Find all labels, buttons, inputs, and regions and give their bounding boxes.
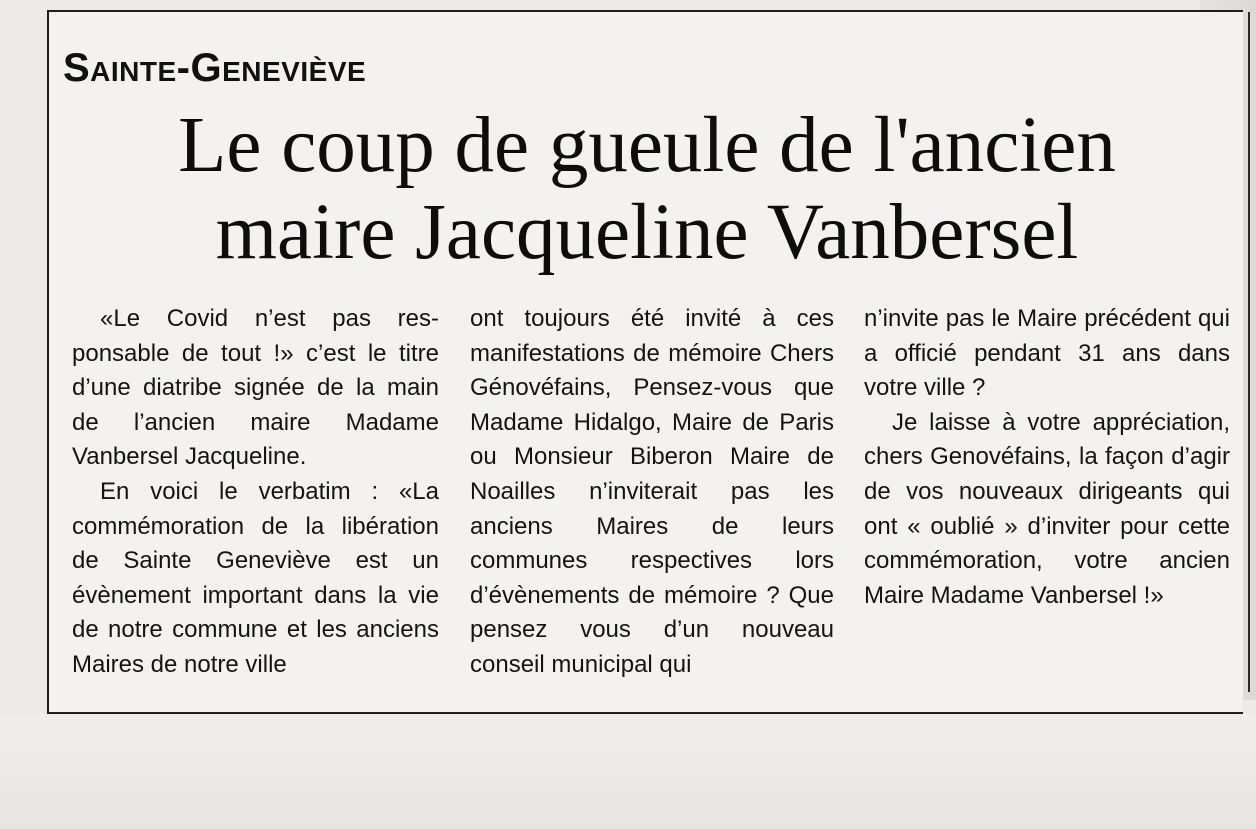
paragraph: ont toujours été invité à ces manifestations de mémoire Chers Génovéfains, Pensez-vous que Madame Hidalgo, Maire de Paris ou Monsieur Biberon Maire de Noailles n’inviterait pas les anciens Maires de leurs communes respectives lors d’évènements de mémoire ? Que pensez vous d’un nouveau conseil municipal qui xyxy=(470,305,834,678)
article-column-2 xyxy=(470,302,834,683)
article-column-3 xyxy=(864,302,1230,613)
paragraph: En voici le verbatim : «La commémoration de la libération de Sainte Geneviève est un évènement important dans la vie de notre commune et les anciens Maires de notre ville xyxy=(72,477,439,678)
article-column-1 xyxy=(72,302,439,683)
paragraph: Je laisse à votre appréciation, chers Genovéfains, la façon d’agir de vos nouveaux dirigeants qui ont « oublié » d’inviter pour cette commémoration, votre ancien Maire Madame Vanbersel !» xyxy=(864,408,1230,609)
headline-line-2: maire Jacqueline Vanbersel xyxy=(215,189,1079,276)
paragraph: n’invite pas le Maire précédent qui a officié pendant 31 ans dans votre ville ? xyxy=(864,305,1230,402)
article-kicker: Sainte-Geneviève xyxy=(63,46,367,90)
article-headline xyxy=(49,102,1245,276)
column-rule xyxy=(1248,12,1250,692)
page-margin xyxy=(0,714,1256,829)
newspaper-article xyxy=(47,10,1243,714)
paragraph: «Le Covid n’est pas responsable de tout !» c’est le titre d’une diatribe signée de la main de l’ancien maire Madame Vanbersel Jacqueline. xyxy=(72,305,439,471)
headline-line-1: Le coup de gueule de l'ancien xyxy=(178,102,1116,189)
